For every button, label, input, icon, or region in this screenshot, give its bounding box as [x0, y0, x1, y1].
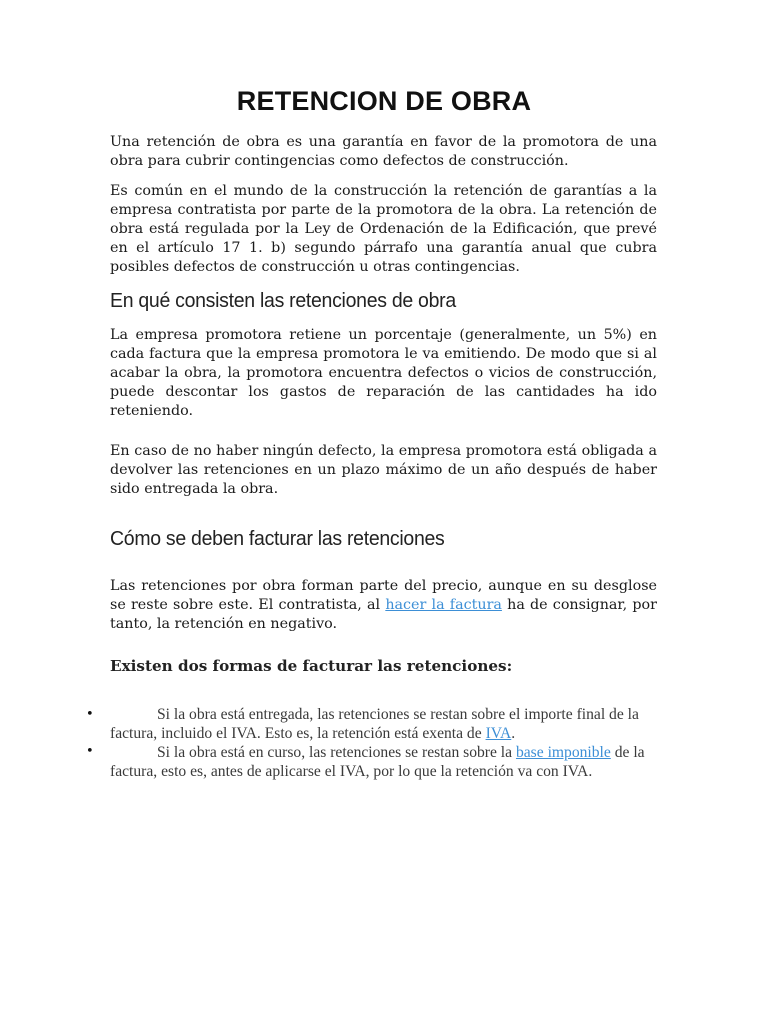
section2-paragraph-1 [110, 577, 657, 634]
intro-paragraph-1: Una retención de obra es una garantía en favor de la promotora de una obra para cubrir contingencias como defectos de construcción. [110, 134, 657, 169]
intro-paragraph-2: Es común en el mundo de la construcción la retención de garantías a la empresa contratista por parte de la promotora de la obra. La retención de obra está regulada por la Ley de Ordenación de la Edificación, que prevé en el artículo 17 1. b) segundo párrafo una garantía anual que cubra posibles defectos de construcción u otras contingencias. [110, 183, 657, 275]
section2-text-after-link: ha de consignar, por tanto, la retención en negativo. [110, 596, 658, 632]
bullet-item-2 [110, 743, 657, 781]
bullet-1-text-end: . [511, 725, 516, 742]
bullet-item-1 [110, 705, 657, 743]
base-imponible-link[interactable]: base imponible [515, 744, 611, 761]
section1-paragraph-1: La empresa promotora retiene un porcentaje (generalmente, un 5%) en cada factura que la empresa promotora le va emitiendo. De modo que si al acabar la obra, la promotora encuentra defectos o vicios de construcción, puede descontar los gastos de reparación de las cantidades ha ido reteniendo. [110, 327, 657, 419]
bullet-1-text: Si la obra está entregada, las retenciones se restan sobre el importe final de la factura, incluido el IVA. Esto es, la retención está exenta de [110, 706, 639, 742]
hacer-la-factura-link[interactable]: hacer la factura [385, 596, 502, 613]
section-heading-facturar: Cómo se deben facturar las retenciones [110, 527, 445, 550]
bullet-icon: • [86, 707, 94, 722]
bullet-2-text: Si la obra está en curso, las retenciones se restan sobre la [157, 744, 516, 761]
bullet-icon: • [86, 744, 94, 759]
page-title: RETENCION DE OBRA [236, 86, 532, 116]
iva-link[interactable]: IVA [485, 725, 512, 742]
bullet-2-text-end: de la factura, esto es, antes de aplicarse el IVA, por lo que la retención va con IVA. [110, 744, 645, 780]
section-heading-retenciones: En qué consisten las retenciones de obra [110, 289, 456, 312]
section1-paragraph-2: En caso de no haber ningún defecto, la empresa promotora está obligada a devolver las retenciones en un plazo máximo de un año después de haber sido entregada la obra. [110, 443, 657, 497]
section2-text-before-link: Las retenciones por obra forman parte del precio, aunque en su desglose se reste sobre este. El contratista, al [110, 578, 657, 613]
formas-subheading: Existen dos formas de facturar las retenciones: [110, 657, 513, 675]
